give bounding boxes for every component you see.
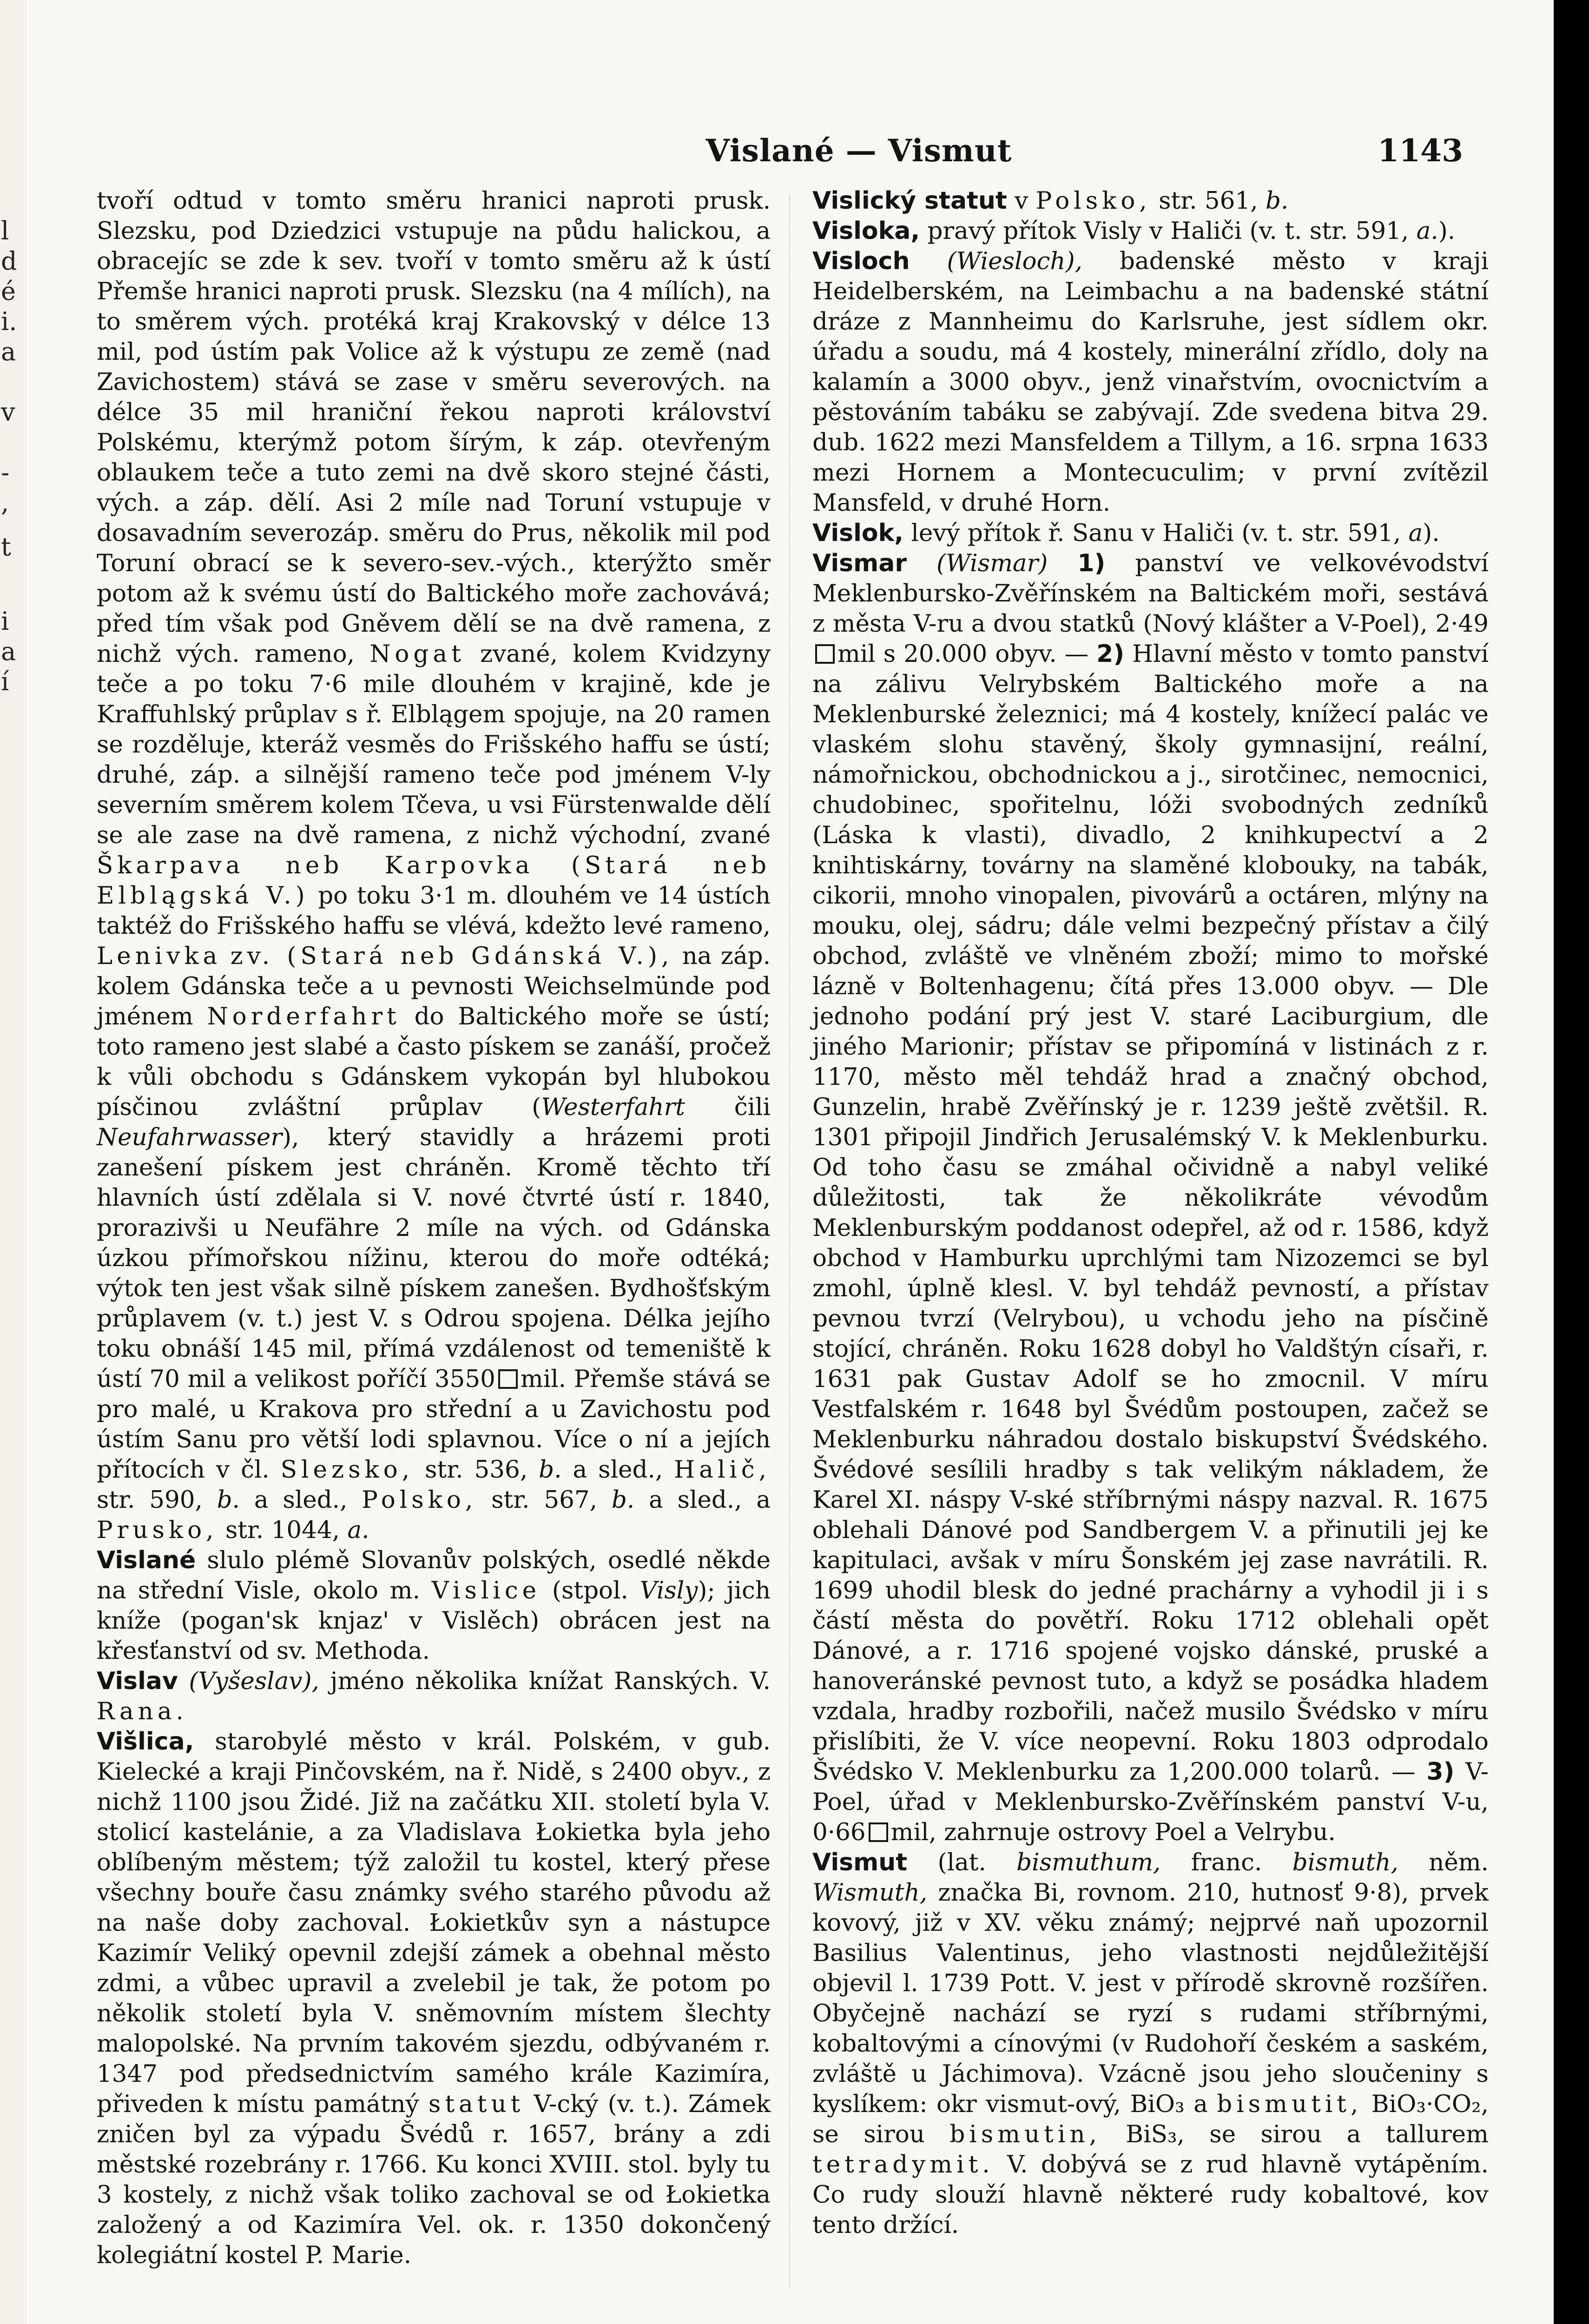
margin-fragment: i [1,607,9,636]
headword: Vislok, [812,519,903,547]
headword: Vislav [97,1667,178,1695]
entry-text: mil s 20.000 obyv. — [837,640,1089,668]
spaced-term: Lenivka [97,942,222,970]
sense-number: 1) [1077,549,1106,577]
italic-term: Westerfahrt [541,1093,685,1121]
page-header [27,132,1554,179]
entry-visla-continued [97,186,771,1545]
entry-text: v [1015,187,1029,215]
entry-text: a sled., a [648,1486,771,1514]
spaced-term: bismutit, [1217,2090,1363,2118]
spaced-term: Škarpava neb Karpovka [97,852,534,879]
spaced-term: (Stará neb Elblągská V.) [97,852,771,910]
headword: Vismut [812,1849,908,1876]
italic-term: b. [611,1486,635,1514]
italic-term: a. [1416,217,1438,245]
square-mile-icon [498,1369,518,1389]
entry-text: ). [1438,217,1456,245]
margin-fragment: t [1,532,11,561]
sense-number: 3) [1426,1758,1455,1786]
margin-fragment: a [1,337,16,366]
entry-text: str. 567, [491,1486,598,1514]
italic-term: a [1408,519,1423,547]
entry-text: (stpol. [552,1577,628,1604]
previous-page-edge [0,0,27,2324]
entry-text: něm. [1429,1849,1489,1876]
entry-vislav [97,1666,771,1727]
sense-number: 2) [1096,640,1125,668]
italic-term: (Vyšeslav), [189,1667,319,1695]
headword: Vislané [97,1546,196,1574]
entry-text: ). [1423,519,1440,547]
entry-text: (lat. [937,1849,986,1876]
spaced-term: Norderfahrt [207,1003,401,1030]
entry-vislane [97,1545,771,1666]
entry-text: Hlavní město v tomto panství na zálivu Velrybském Baltického moře a na Meklenburské železnici; má 4 kostely, knížecí palác ve vlaském slohu stavěný, školy gymnasijní, reální, námořnickou, obchodnickou a j., sirotčinec, nemocnici, chudobinec, spořitelnu, lóži svobodných zedníků (Láska k vlasti), divadlo, 2 knihkupectví a 2 knihtiskárny, továrny na slaměné klobouky, na tabák, cikorii, mnoho vinopalen, pivovárů a octáren, mlýny na mouku, olej, sádru; dále velmi bezpečný přístav a čilý obchod, zvláště ve vlněném zboží; mimo to mořské lázně v Boltenhagenu; čítá přes 13.000 obyv. — Dle jednoho podání prý jest V. staré Laciburgium, dle jiného Marionir; přístav se připomíná v listinách z r. 1170, město měl tehdáž hrad a značný obchod, Gunzelin, hrabě Zvěřínský je r. 1239 ještě zvětšil. R. 1301 připojil Jindřich Jerusalémský V. k Meklenburku. Od toho času se zmáhal očividně a nabyl veliké důležitosti, tak že několikráte vévodům Meklenburským poddanost odepřel, až od r. 1586, když obchod v Hamburku uprchlými tam Nizozemci se byl zmohl, úplně klesl. V. byl tehdáž pevností, a přístav pevnou tvrzí (Velrybou), u vchodu jeho na písčině stojící, chráněn. Roku 1628 dobyl ho Valdštýn císaři, r. 1631 pak Gustav Adolf se ho zmocnil. V míru Vestfalském r. 1648 byl Švédům postoupen, začež se Meklenburku náhradou dostalo biskupství Švédského. Švédové sesílili hradby s tak velikým nákladem, že Karel XI. náspy V-ské stříbrnými náspy nazval. R. 1675 oblehali Dánové pod Sandbergem V. a přinutili jej ke kapitulaci, avšak v míru Šonském jej zase navrátili. R. 1699 uhodil blesk do jedné prachárny a vyhodil ji i s částí města do povětří. Roku 1712 oblehali opět Dánové, a r. 1716 spojené vojsko dánské, pruské a hanoveránské pevnost tuto, a když se posádka hladem vzdala, hradby rozbořili, načež musilo Švédsko v míru přislíbiti, že V. více neopevní. Roku 1803 odprodalo Švédsko V. Meklenburku za 1,200.000 tolarů. — [812,640,1489,1786]
headword: Visloch [812,247,910,275]
column-divider [789,195,790,2287]
entry-text: značka Bi, rovnom. 210, hutnosť 9·8), prvek kovový, již v XV. věku známý; nejprvé naň upozornil Basilius Valentinus, jeho vlastnosti nejdůležitější objevil l. 1739 Pott. V. jest v přírodě skrovně rozšířen. Obyčejně nachází se ryzí s rudami stříbrnými, kobaltovými a cínovými (v Rudohoří českém a saském, zvláště u Jáchimova). Vzácně jsou jeho sloučeniny s kyslíkem: okr vismut-ový, BiO₃ a [812,1879,1489,2118]
dictionary-page [27,0,1554,2324]
entry-text: V-Poel, úřad v Meklenbursko-Zvěřínském panství V-u, 0·66 [812,1758,1489,1846]
entry-text: levý přítok ř. Sanu v Haliči (v. t. str. 591, [911,519,1401,547]
square-mile-icon [869,1822,888,1842]
spaced-term: Prusko, [97,1516,218,1544]
entry-text: a sled., [573,1456,663,1484]
entry-text: zvané, kolem Kvidzyny teče a po toku 7·6 mile dlouhém v krajině, kde je Kraffuhlský průplav s ř. Elblągem spojuje, na 20 ramen se rozděluje, kteráž vesměs do Frišského haffu se ústí; druhé, záp. a silnější rameno teče pod jménem V-ly severním směrem kolem Tčeva, u vsi Fürstenwalde dělí se ale zase na dvě ramena, z nichž východní, zvané [97,640,771,849]
page-number: 1143 [1378,132,1463,169]
entry-text: mil. Přemše stává se pro malé, u Krakova pro střední a u Zavichostu pod ústím Sanu pro větší lodi splavnou. Více o ní a jejích přítocích v čl. [97,1365,771,1484]
spaced-term: Slezsko, [280,1456,414,1484]
running-title: Vislané — Vismut [705,132,1012,169]
entry-vislok [812,518,1489,548]
entry-text: BiS₃, se sirou a tallurem [1126,2120,1489,2148]
entry-text: str. 1044, [225,1516,340,1544]
spaced-term: Nogat [369,640,465,668]
margin-fragment: l [1,216,9,245]
margin-fragment: í [1,667,9,696]
margin-fragment: d [1,246,17,276]
spaced-term: statut [428,2090,525,2118]
entry-text: ); jich kníže (pogan'sk knjaz' v Vislěch) obrácen jest na křesťanství od sv. Methoda. [97,1577,771,1665]
entry-text: V-cký (v. t.). Zámek zničen byl za výpadu Švédů r. 1657, brány a zdi městské rozebrány r. 1766. Ku konci XVIII. stol. byly tu 3 kostely, z nichž však toliko zachoval se od Łokietka založený a od Kazimíra Vel. ok. r. 1350 dokončený kolegiátní kostel P. Marie. [97,2090,771,2269]
entry-vismar [812,548,1489,1848]
entry-text: pravý přítok Visly v Haliči (v. t. str. 591, [927,217,1409,245]
spaced-term: Vislice [431,1577,541,1604]
entry-text: po toku 3·1 m. dlouhém ve 14 ústích taktéž do Frišského haffu se vlévá, kdežto levé rameno, [97,882,771,940]
entry-text: na záp. kolem Gdánska teče a u pevnosti Weichselmünde pod jménem [97,942,771,1030]
spaced-term: bismutin, [949,2120,1101,2148]
entry-text: mil, zahrnuje ostrovy Poel a Velrybu. [890,1818,1336,1846]
margin-fragment: - [1,458,10,487]
right-column [812,186,1489,2240]
italic-term: (Wiesloch), [947,247,1082,275]
entry-text: jméno několika knížat Ranských. V. [330,1667,771,1695]
entry-visloka [812,216,1489,246]
entry-text: str. 536, [425,1456,528,1484]
margin-fragment: v [1,397,15,427]
entry-text: čili [734,1093,771,1121]
entry-text: do Baltického moře se ústí; toto rameno jest slabé a často pískem se zanáší, pročež k vůli obchodu s Gdánskem vykopán byl hlubokou písčinou zvláštní průplav ( [97,1003,771,1121]
entry-text: V. dobývá se z rud hlavně vytápěním. Co rudy slouží hlavně některé rudy kobaltové, kov tento držící. [812,2151,1489,2239]
spaced-term: tetradymit. [812,2151,994,2179]
entry-text: tvoří odtud v tomto směru hranici naproti prusk. Slezsku, pod Dziedzici vstupuje na půdu halickou, a obracejíc se zde k sev. tvoří v tomto směru až k ústí Přemše hranici naproti prusk. Slezsku (na 4 mílích), na to směrem vých. protéká kraj Krakovský v délce 13 mil, pod ústím pak Volice až k výstupu ze země (nad Zavichostem) stává se zase v směru severových. na délce 35 mil hraniční řekou naproti království Polskému, kterýmž potom šírým, k záp. otevřeným oblaukem teče a tuto zemi na dvě skoro stejné části, vých. a záp. dělí. Asi 2 míle nad Toruní vstupuje v dosavadním severozáp. směru do Prus, několik mil pod Toruní obrací se k severo-sev.-vých., kterýžto směr potom až k svému ústí do Baltického moře zachovává; před tím však pod Gněvem dělí se na dvě ramena, z nichž vých. rameno, [97,187,771,668]
entry-text: a sled., [254,1486,348,1514]
headword: Višlica, [97,1728,194,1756]
entry-visloch [812,246,1489,518]
italic-term: a. [347,1516,369,1544]
headword: Visloka, [812,217,920,245]
italic-term: bismuth, [1292,1849,1398,1876]
entry-text: BiO₃·CO₂, se sirou [812,2090,1489,2148]
entry-vislicky-statut [812,186,1489,216]
headword: Vismar [812,549,907,577]
spaced-term: Polsko, [1035,187,1151,215]
italic-term: b. [539,1456,562,1484]
entry-vismut [812,1848,1489,2240]
italic-term: Visly [640,1577,698,1604]
entry-text: panství ve velkovévodství Meklenbursko-Zvěřínském na Baltickém moři, sestává z města V-ru a dvou statků (Nový klášter a V-Poel), 2·49 [812,549,1489,638]
italic-term: (Wismar) [936,549,1048,577]
italic-term: bismuthum, [1016,1849,1161,1876]
entry-text: str. 561, [1159,187,1258,215]
italic-term: b. [1265,187,1289,215]
spaced-term: Polsko, [362,1486,477,1514]
italic-term: b. [217,1486,240,1514]
entry-text: slulo plémě Slovanův polských, osedlé někde na střední Visle, okolo m. [97,1546,771,1604]
entry-text: ), který stavidly a hrázemi proti zanešení pískem jest chráněn. Kromě těchto tří hlavních ústí zdělala si V. nové čtvrté ústí r. 1840, prorazivši u Neufähre 2 míle na vých. od Gdánska úzkou přímořskou nížinu, kterou do moře odtéká; výtok ten jest však silně pískem zanešen. Bydhošťským průplavem (v. t.) jest V. s Odrou spojena. Délka jejího toku obnáší 145 mil, přímá vzdálenost od temeniště k ústí 70 mil a velikost poříčí 3550 [97,1123,771,1393]
margin-fragment: , [1,488,9,517]
headword: Vislický statut [812,187,1007,215]
spaced-term: zv. (Stará neb Gdánská V.), [230,942,673,970]
entry-vislica [97,1727,771,2271]
margin-fragment: a [1,637,16,666]
square-mile-icon [815,644,835,664]
margin-fragment: i. [1,307,17,336]
italic-term: Neufahrwasser [97,1123,282,1151]
margin-fragment: é [1,277,16,306]
entry-text: franc. [1191,1849,1262,1876]
spaced-term: Rana. [97,1697,188,1725]
entry-text: starobylé město v král. Polském, v gub. Kielecké a kraji Pinčovském, na ř. Nidě, s 2400 obyv., z nichž 1100 jsou Židé. Již na začátku XII. století byla V. stolicí kastelánie, a za Vladislava Łokietka byla jeho oblíbeným městem; týž založil tu kostel, který přese všechny bouře času známky svého starého původu až na naše doby zachoval. Łokietkův syn a nástupce Kazimír Veliký opevnil zdejší zámek a obehnal město zdmi, a vůbec upravil a zvelebil je tak, že potom po několik století byla V. sněmovním místem šlechty malopolské. Na prvním takovém sjezdu, odbývaném r. 1347 pod předsednictvím samého krále Kazimíra, přiveden k místu památný [97,1728,771,2118]
italic-term: Wismuth, [812,1879,928,1907]
spaced-term: Halič, [674,1456,771,1484]
entry-text: badenské město v kraji Heidelberském, na Leimbachu a na badenské státní dráze z Mannheimu do Karlsruhe, jest sídlem okr. úřadu a soudu, má 4 kostely, minerální zřídlo, doly na kalamín a 3000 obyv., jenž vinařstvím, ovocnictvím a pěstováním tabáku se zabývají. Zde svedena bitva 29. dub. 1622 mezi Mansfeldem a Tillym, a 16. srpna 1633 mezi Hornem a Montecuculim; v první zvítězil Mansfeld, v druhé Horn. [812,247,1489,517]
entry-text: str. 590, [97,1486,203,1514]
left-column [97,186,771,2271]
